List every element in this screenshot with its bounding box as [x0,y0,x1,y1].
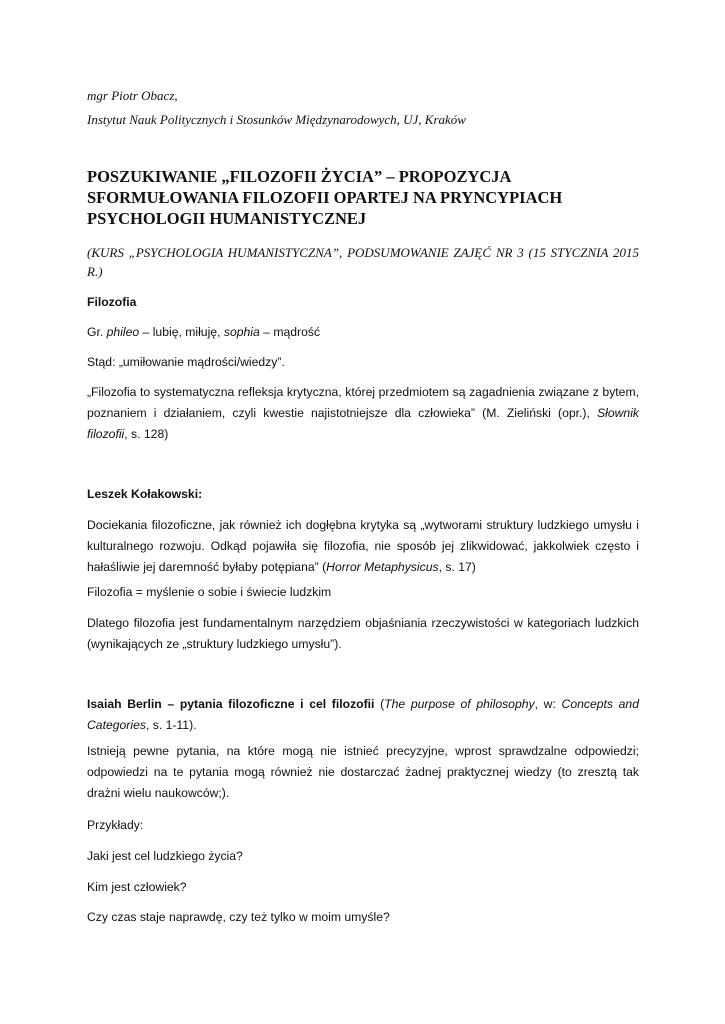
kolakowski-page: , s. 17) [438,560,476,574]
berlin-work-title: The purpose of philosophy [384,697,535,711]
section-heading-berlin [87,694,639,736]
definition-line: Stąd: „umiłowanie mądrości/wiedzy”. [87,355,285,369]
etymology-text: Gr. [87,325,107,339]
section-heading-kolakowski: Leszek Kołakowski: [87,487,203,501]
etymology-text: – lubię, miłuję, [139,325,224,339]
berlin-book-title: Concepts and Categories [87,697,639,732]
kolakowski-work-title: Horror Metaphysicus [326,560,439,574]
example-question: Kim jest człowiek? [87,880,187,894]
berlin-heading-text: Isaiah Berlin – pytania filozoficzne i cel filozofii [87,697,375,711]
berlin-source-text: ( [374,697,385,711]
author-name: mgr Piotr Obacz, [87,88,178,103]
definition-quote [87,382,639,445]
course-subtitle: (KURS „PSYCHOLOGIA HUMANISTYCZNA”, PODSUMOWANIE ZAJĘĆ NR 3 (15 STYCZNIA 2015 R.) [87,245,639,279]
kolakowski-text: Dociekania filozoficzne, jak również ich dogłębna krytyka są „wytworami struktury ludzkiego umysłu i kulturalnego rozwoju. Odkąd pojawiła się filozofia, nie sposób jej zlikwidować, jakkolwiek często i hałaśliwie jej daremność byłaby potępiana” ( [87,518,639,574]
quote-text: „Filozofia to systematyczna refleksja krytyczna, której przedmiotem są zagadnienia związane z bytem, poznaniem i działaniem, czyli kwestie najistotniejsze dla człowieka” (M. Zieliński (opr.), [87,385,639,420]
etymology-word-sophia: sophia [223,325,260,339]
example-question: Jaki jest cel ludzkiego życia? [87,849,243,863]
example-question: Czy czas staje naprawdę, czy też tylko w moim umyśle? [87,910,390,924]
kolakowski-paragraph [87,515,639,578]
kolakowski-equation: Filozofia = myślenie o sobie i świecie ludzkim [87,585,332,599]
section-heading-filozofia: Filozofia [87,295,137,309]
quote-source-title: Słownik filozofii [87,406,639,441]
berlin-source-pages: , s. 1-11). [145,718,197,732]
author-affiliation: Instytut Nauk Politycznych i Stosunków Międzynarodowych, UJ, Kraków [87,112,466,127]
etymology-line [87,322,639,343]
etymology-text: – mądrość [259,325,321,339]
examples-label: Przykłady: [87,818,144,832]
berlin-paragraph: Istnieją pewne pytania, na które mogą nie istnieć precyzyjne, wprost sprawdzalne odpowiedzi; odpowiedzi na te pytania mogą również nie dostarczać żadnej praktycznej wiedzy (to zresztą tak drażni wielu naukowców;). [87,744,639,800]
document-title: POSZUKIWANIE „FILOZOFII ŻYCIA” – PROPOZYCJA SFORMUŁOWANIA FILOZOFII OPARTEJ NA PRYNCYPIACH PSYCHOLOGII HUMANISTYCZNEJ [87,167,563,228]
etymology-word-phileo: phileo [106,325,140,339]
berlin-source-text: , w: [534,697,562,711]
kolakowski-conclusion: Dlatego filozofia jest fundamentalnym narzędziem objaśniania rzeczywistości w kategoriach ludzkich (wynikających ze „struktury ludzkiego umysłu”). [87,616,639,651]
quote-source-page: , s. 128) [124,427,169,441]
